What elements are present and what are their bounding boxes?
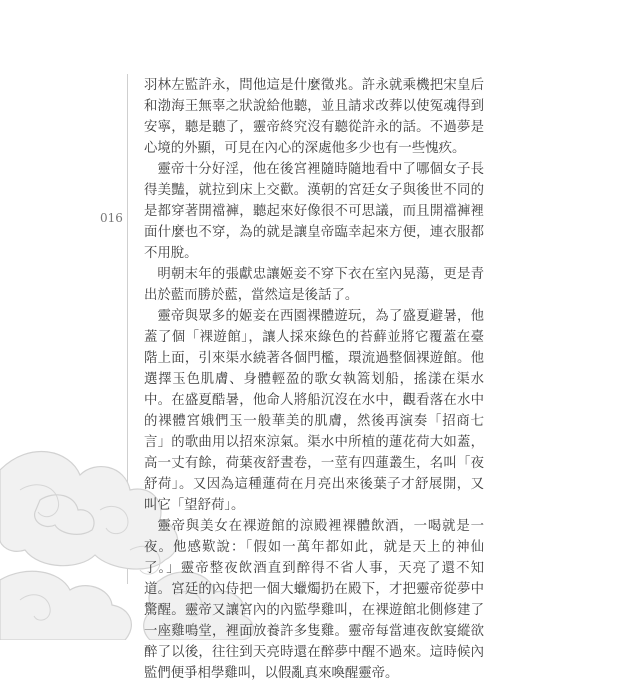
paragraph: 靈帝與眾多的姬妾在西園裸體遊玩，為了盛夏避暑，他蓋了個「裸遊館」，讓人採來綠色的苔蘚並將它覆蓋在臺階上面，引來渠水繞著各個門檻，環流過整個裸遊館。他選擇玉色肌膚、身體輕盈的歌女執篙划船，搖漾在渠水中。在盛夏酷暑，他命人將船沉沒在水中，觀看落在水中的裸體宮娥們玉一般華美的肌膚，然後再演奏「招商七言」的歌曲用以招來涼氣。渠水中所植的蓮花荷大如蓋，高一丈有餘，荷葉夜舒晝卷，一莖有四蓮叢生，名叫「夜舒荷」。又因為這種蓮荷在月亮出來後葉子才舒展開，又叫它「望舒荷」。 [144,309,484,513]
paragraph: 明朝末年的張獻忠讓姬妾不穿下衣在室內晃蕩，更是青出於藍而勝於藍，當然這是後話了。 [144,267,484,303]
paragraph: 靈帝十分好淫，他在後宮裡隨時隨地看中了哪個女子長得美豔，就拉到床上交歡。漢朝的宮廷女子與後世不同的是都穿著開襠褲，聽起來好像很不可思議，而且開襠褲裡面什麼也不穿，為的就是讓皇帝臨幸起來方便，連衣服都不用脫。 [144,162,484,261]
text-body [144,75,484,684]
paragraph: 羽林左監許永，問他這是什麼徵兆。許永就乘機把宋皇后和渤海王無辜之狀說給他聽，並且請求改葬以使冤魂得到安寧，聽是聽了，靈帝終究沒有聽從許永的話。不過夢是心境的外顯，可見在內心的深處他多少也有一些愧疚。 [144,78,484,156]
paragraph: 靈帝與美女在裸遊館的涼殿裡裸體飲酒，一喝就是一夜。他感歎說：「假如一萬年都如此，就是天上的神仙了。」靈帝整夜飲酒直到醉得不省人事，天亮了還不知道。宮廷的內侍把一個大蠟燭扔在殿下，才把靈帝從夢中驚醒。靈帝又讓宮內的內監學雞叫，在裸遊館北側修建了一座雞鳴堂，裡面放養許多隻雞。靈帝每當連夜飲宴縱欲醉了以後，往往到天亮時還在醉夢中醒不過來。這時候內監們便爭相學雞叫，以假亂真來喚醒靈帝。 [144,519,484,681]
page-number: 016 [100,211,123,225]
